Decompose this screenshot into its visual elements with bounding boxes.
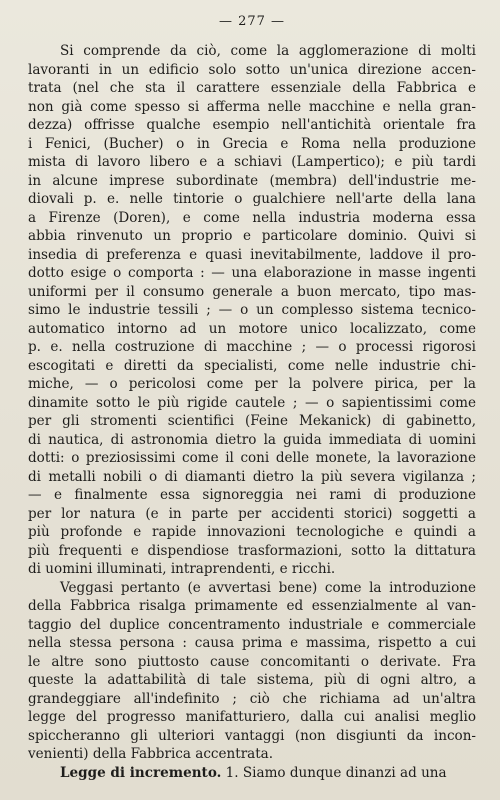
text-line: — e finalmente essa signoreggia nei rami di produzione xyxy=(28,487,476,503)
text-line: in alcune imprese subordinate (membra) dell'industrie me- xyxy=(28,172,476,189)
section-heading: Legge di incremento. xyxy=(60,764,222,781)
text-line: automatico intorno ad un motore unico localizzato, come xyxy=(28,320,476,337)
text-line: taggio del duplice concentramento industriale e commerciale xyxy=(28,616,476,633)
text-line: grandeggiare all'indefinito ; ciò che richiama ad un'altra xyxy=(28,690,476,707)
text-line: uniformi per il consumo generale a buon mercato, tipo mas- xyxy=(28,283,476,300)
text-line xyxy=(28,764,476,783)
paragraph-legge-di-incremento xyxy=(28,764,476,783)
text-line: di nautica, di astronomia dietro la guida immediata di uomini xyxy=(28,431,476,448)
text-line: non già come spesso si afferma nelle macchine e nella gran- xyxy=(28,98,476,115)
text-line: per lor natura (e in parte per accidenti storici) soggetti a xyxy=(28,505,476,522)
text-line: p. e. nella costruzione di macchine ; — o processi rigorosi xyxy=(28,339,476,355)
text-line: di metalli nobili o di diamanti dietro la più severa vigilanza ; xyxy=(28,468,476,485)
text-line: Veggasi pertanto (e avvertasi bene) come la introduzione xyxy=(60,579,476,596)
text-line: queste la adattabilità di tale sistema, più di ogni altro, a xyxy=(28,672,476,688)
text-line: più profonde e rapide innovazioni tecnologiche e quindi a xyxy=(28,524,476,540)
paragraph-agglomerazione xyxy=(28,42,476,579)
text-line: della Fabbrica risalga primamente ed essenzialmente al van- xyxy=(28,598,476,614)
section-text: 1. Siamo dunque dinanzi ad una xyxy=(225,764,447,781)
text-line: venienti) della Fabbrica accentrata. xyxy=(28,746,274,762)
text-line: insedia di preferenza e quasi inevitabilmente, laddove il pro- xyxy=(28,246,476,263)
text-line: nella stessa persona : causa prima e massima, rispetto a cui xyxy=(28,635,476,651)
text-line: miche, — o pericolosi come per la polvere pirica, per la xyxy=(28,376,476,392)
text-line: spiccheranno gli ulteriori vantaggi (non disgiunti da incon- xyxy=(28,727,476,744)
text-line: Si comprende da ciò, come la agglomerazione di molti xyxy=(60,43,476,59)
text-line: dotti: o preziosissimi come il coni delle monete, la lavorazione xyxy=(28,450,476,466)
text-line: di uomini illuminati, intraprendenti, e ricchi. xyxy=(28,561,336,577)
text-line: trata (nel che sta il carattere essenziale della Fabbrica e xyxy=(28,80,476,96)
page-number: — 277 — xyxy=(218,14,286,29)
text-line: abbia rinvenuto un proprio e particolare dominio. Quivi si xyxy=(28,228,476,244)
text-line: dezza) offrisse qualche esempio nell'antichità orientale fra xyxy=(28,117,476,133)
text-line: le altre sono piuttosto cause concomitanti o derivate. Fra xyxy=(28,653,476,670)
text-line: dinamite sotto le più rigide cautele ; — o sapientissimi come xyxy=(28,394,476,411)
text-line: più frequenti e dispendiose trasformazioni, sotto la dittatura xyxy=(28,542,476,559)
text-line: mista di lavoro libero e a schiavi (Lampertico); e più tardi xyxy=(28,154,476,170)
text-line: per gli stromenti scientifici (Feine Mekanick) di gabinetto, xyxy=(28,413,476,429)
text-line: legge del progresso manifatturiero, dalla cui analisi meglio xyxy=(28,709,476,725)
text-line: lavoranti in un edificio solo sotto un'unica direzione accen- xyxy=(28,61,476,78)
paragraph-veggasi xyxy=(28,579,476,764)
text-line: escogitati e diretti da specialisti, come nelle industrie chi- xyxy=(28,357,476,374)
text-line: simo le industrie tessili ; — o un complesso sistema tecnico- xyxy=(28,302,476,318)
text-line: diovali p. e. nelle tintorie o gualchiere nell'arte della lana xyxy=(28,191,476,207)
text-line: a Firenze (Doren), e come nella industria moderna essa xyxy=(28,209,476,226)
text-line: i Fenici, (Bucher) o in Grecia e Roma nella produzione xyxy=(28,135,476,152)
text-line: dotto esige o comporta : — una elaborazione in masse ingenti xyxy=(28,265,476,281)
